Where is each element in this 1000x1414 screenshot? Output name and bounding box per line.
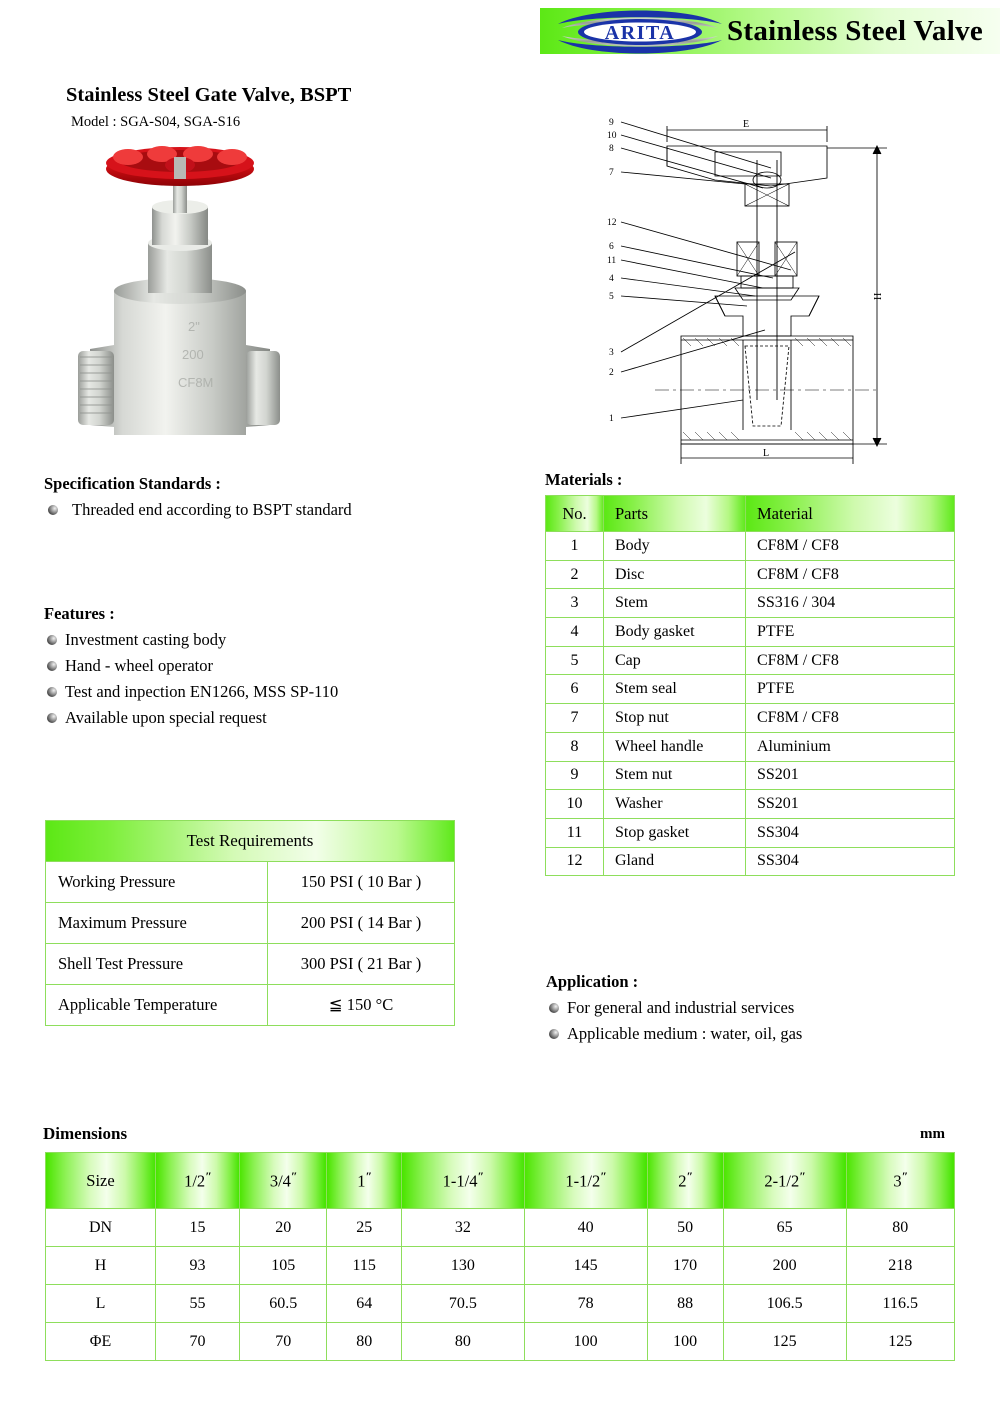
test-value: 300 PSI ( 21 Bar ): [268, 944, 455, 985]
test-requirements-title: Test Requirements: [46, 821, 455, 862]
bullet-icon: [48, 505, 58, 515]
dimensions-size-col: [327, 1153, 402, 1209]
svg-text:5: 5: [609, 292, 614, 302]
material-no: 10: [546, 790, 604, 819]
table-row: [546, 761, 955, 790]
size-value: 3: [893, 1171, 902, 1191]
dimension-cell: 145: [524, 1247, 647, 1285]
material-part: Washer: [604, 790, 746, 819]
dimensions-size-col: [524, 1153, 647, 1209]
dimension-cell: 50: [647, 1209, 723, 1247]
dimensions-size-col: [723, 1153, 846, 1209]
page-header: [0, 0, 1000, 62]
bullet-icon: [47, 661, 57, 671]
size-value: 2: [678, 1171, 687, 1191]
material-no: 7: [546, 704, 604, 733]
dimensions-table: [45, 1152, 955, 1361]
test-value: 200 PSI ( 14 Bar ): [268, 903, 455, 944]
material-spec: CF8M / CF8: [746, 560, 955, 589]
material-no: 11: [546, 818, 604, 847]
dimension-cell: 100: [524, 1323, 647, 1361]
dimension-cell: 105: [239, 1247, 327, 1285]
svg-text:4: 4: [609, 274, 614, 284]
table-row: [546, 704, 955, 733]
materials-heading: Materials :: [545, 470, 623, 489]
material-part: Body: [604, 532, 746, 561]
material-spec: SS304: [746, 847, 955, 876]
svg-text:200: 200: [182, 347, 204, 362]
material-part: Stem seal: [604, 675, 746, 704]
svg-text:12: 12: [607, 218, 617, 228]
size-value: 1-1/2: [565, 1171, 601, 1191]
dimension-cell: 60.5: [239, 1285, 327, 1323]
material-spec: PTFE: [746, 618, 955, 647]
bullet-icon: [47, 713, 57, 723]
dimensions-size-col: [846, 1153, 954, 1209]
material-part: Stem: [604, 589, 746, 618]
size-value: 2-1/2: [764, 1171, 800, 1191]
dimension-cell: 55: [156, 1285, 240, 1323]
dimension-cell: 70: [156, 1323, 240, 1361]
material-spec: SS201: [746, 761, 955, 790]
dimension-cell: 15: [156, 1209, 240, 1247]
materials-col-material: Material: [746, 496, 955, 532]
inch-mark: ″: [365, 1169, 372, 1184]
table-row: [546, 589, 955, 618]
model-line: Model : SGA-S04, SGA-S16: [71, 114, 241, 130]
dimensions-row-label: DN: [46, 1209, 156, 1247]
table-row: [546, 675, 955, 704]
dimension-cell: 93: [156, 1247, 240, 1285]
size-value: 1/2: [184, 1171, 206, 1191]
inch-mark: ″: [799, 1169, 805, 1184]
material-part: Stop gasket: [604, 818, 746, 847]
svg-text:1: 1: [609, 414, 614, 424]
table-row: [546, 790, 955, 819]
dimensions-row-label: H: [46, 1247, 156, 1285]
dimensions-size-col: [239, 1153, 327, 1209]
material-no: 3: [546, 589, 604, 618]
arita-logo: [552, 4, 728, 60]
test-value: ≦ 150 °C: [268, 985, 455, 1026]
test-requirements-header-row: [46, 821, 455, 862]
material-no: 12: [546, 847, 604, 876]
table-row: [46, 903, 455, 944]
material-spec: CF8M / CF8: [746, 704, 955, 733]
dimension-cell: 78: [524, 1285, 647, 1323]
dimension-cell: 125: [846, 1323, 954, 1361]
features-item: [47, 708, 267, 728]
dimension-cell: 218: [846, 1247, 954, 1285]
dimension-cell: 116.5: [846, 1285, 954, 1323]
spec-standards-item: [48, 500, 352, 520]
valve-cross-section-drawing: [595, 100, 955, 470]
inch-mark: ″: [901, 1169, 908, 1184]
table-row: [46, 1247, 955, 1285]
dimension-cell: 64: [327, 1285, 402, 1323]
material-no: 5: [546, 646, 604, 675]
features-item-label: Available upon special request: [65, 708, 267, 727]
svg-text:ARITA: ARITA: [604, 22, 676, 44]
features-item: [47, 630, 226, 650]
svg-text:L: L: [763, 448, 770, 459]
svg-text:3: 3: [609, 348, 614, 358]
svg-text:7: 7: [609, 168, 614, 178]
material-spec: SS304: [746, 818, 955, 847]
bullet-icon: [549, 1003, 559, 1013]
dimension-cell: 70.5: [402, 1285, 525, 1323]
dimension-cell: 80: [402, 1323, 525, 1361]
dimension-cell: 115: [327, 1247, 402, 1285]
application-item-label: For general and industrial services: [567, 998, 795, 1017]
features-item: [47, 656, 213, 676]
inch-mark: ″: [290, 1169, 297, 1184]
dimension-cell: 88: [647, 1285, 723, 1323]
dimension-cell: 106.5: [723, 1285, 846, 1323]
material-part: Disc: [604, 560, 746, 589]
svg-text:11: 11: [607, 256, 617, 266]
spec-standards-item-label: Threaded end according to BSPT standard: [72, 500, 352, 519]
material-spec: SS316 / 304: [746, 589, 955, 618]
material-spec: CF8M / CF8: [746, 532, 955, 561]
svg-text:9: 9: [609, 118, 614, 128]
material-no: 4: [546, 618, 604, 647]
table-row: [46, 1209, 955, 1247]
material-no: 6: [546, 675, 604, 704]
dimension-cell: 20: [239, 1209, 327, 1247]
dimensions-row-label: ΦE: [46, 1323, 156, 1361]
size-value: 1: [357, 1171, 366, 1191]
dimension-cell: 70: [239, 1323, 327, 1361]
material-part: Stem nut: [604, 761, 746, 790]
dimensions-size-header: Size: [46, 1153, 156, 1209]
table-row: [46, 1323, 955, 1361]
svg-text:CF8M: CF8M: [178, 375, 214, 390]
svg-text:2": 2": [188, 319, 200, 334]
material-spec: Aluminium: [746, 732, 955, 761]
features-item: [47, 682, 338, 702]
dimensions-unit: mm: [920, 1126, 945, 1142]
dimension-cell: 80: [846, 1209, 954, 1247]
dimensions-size-col: [647, 1153, 723, 1209]
size-value: 1-1/4: [442, 1171, 478, 1191]
application-item: [549, 998, 794, 1018]
bullet-icon: [47, 635, 57, 645]
svg-text:H: H: [873, 292, 884, 300]
table-row: [46, 862, 455, 903]
table-row: [546, 818, 955, 847]
application-item: [549, 1024, 802, 1044]
material-no: 2: [546, 560, 604, 589]
dimensions-size-col: [402, 1153, 525, 1209]
test-label: Working Pressure: [46, 862, 268, 903]
dimension-cell: 125: [723, 1323, 846, 1361]
svg-text:6: 6: [609, 242, 614, 252]
materials-table: [545, 495, 955, 876]
materials-table-header-row: [546, 496, 955, 532]
bullet-icon: [549, 1029, 559, 1039]
table-row: [46, 1285, 955, 1323]
dimensions-heading: Dimensions: [43, 1124, 128, 1143]
valve-photo: [70, 135, 290, 435]
application-heading: Application :: [546, 972, 639, 991]
material-spec: SS201: [746, 790, 955, 819]
material-no: 1: [546, 532, 604, 561]
test-requirements-table: [45, 820, 455, 1026]
material-spec: CF8M / CF8: [746, 646, 955, 675]
dimensions-row-label: L: [46, 1285, 156, 1323]
dimension-cell: 170: [647, 1247, 723, 1285]
table-row: [46, 944, 455, 985]
dimensions-header-row: [46, 1153, 955, 1209]
inch-mark: ″: [205, 1169, 211, 1184]
table-row: [546, 732, 955, 761]
material-part: Gland: [604, 847, 746, 876]
dimension-cell: 32: [402, 1209, 525, 1247]
material-no: 8: [546, 732, 604, 761]
material-part: Stop nut: [604, 704, 746, 733]
size-value: 3/4: [269, 1171, 291, 1191]
svg-text:E: E: [743, 119, 750, 130]
dimension-cell: 25: [327, 1209, 402, 1247]
inch-mark: ″: [686, 1169, 693, 1184]
material-no: 9: [546, 761, 604, 790]
table-row: [546, 847, 955, 876]
inch-mark: ″: [477, 1169, 484, 1184]
test-value: 150 PSI ( 10 Bar ): [268, 862, 455, 903]
dimension-cell: 100: [647, 1323, 723, 1361]
test-label: Maximum Pressure: [46, 903, 268, 944]
table-row: [546, 618, 955, 647]
features-item-label: Test and inpection EN1266, MSS SP-110: [65, 682, 339, 701]
dimensions-size-col: [156, 1153, 240, 1209]
bullet-icon: [47, 687, 57, 697]
table-row: [46, 985, 455, 1026]
material-part: Body gasket: [604, 618, 746, 647]
svg-text:8: 8: [609, 144, 614, 154]
dimension-cell: 40: [524, 1209, 647, 1247]
inch-mark: ″: [600, 1169, 606, 1184]
features-item-label: Investment casting body: [65, 630, 227, 649]
dimension-cell: 80: [327, 1323, 402, 1361]
spec-standards-heading: Specification Standards :: [44, 474, 221, 493]
materials-col-parts: Parts: [604, 496, 746, 532]
svg-text:2: 2: [609, 368, 614, 378]
svg-text:10: 10: [607, 131, 617, 141]
material-part: Cap: [604, 646, 746, 675]
dimension-cell: 130: [402, 1247, 525, 1285]
materials-col-no: No.: [546, 496, 604, 532]
material-spec: PTFE: [746, 675, 955, 704]
page-title: Stainless Steel Gate Valve, BSPT: [66, 84, 352, 106]
material-part: Wheel handle: [604, 732, 746, 761]
features-item-label: Hand - wheel operator: [65, 656, 213, 675]
application-item-label: Applicable medium : water, oil, gas: [567, 1024, 803, 1043]
test-label: Shell Test Pressure: [46, 944, 268, 985]
dimension-cell: 200: [723, 1247, 846, 1285]
header-title: Stainless Steel Valve: [727, 15, 984, 47]
test-label: Applicable Temperature: [46, 985, 268, 1026]
table-row: [546, 532, 955, 561]
table-row: [546, 646, 955, 675]
features-heading: Features :: [44, 604, 115, 623]
dimension-cell: 65: [723, 1209, 846, 1247]
table-row: [546, 560, 955, 589]
